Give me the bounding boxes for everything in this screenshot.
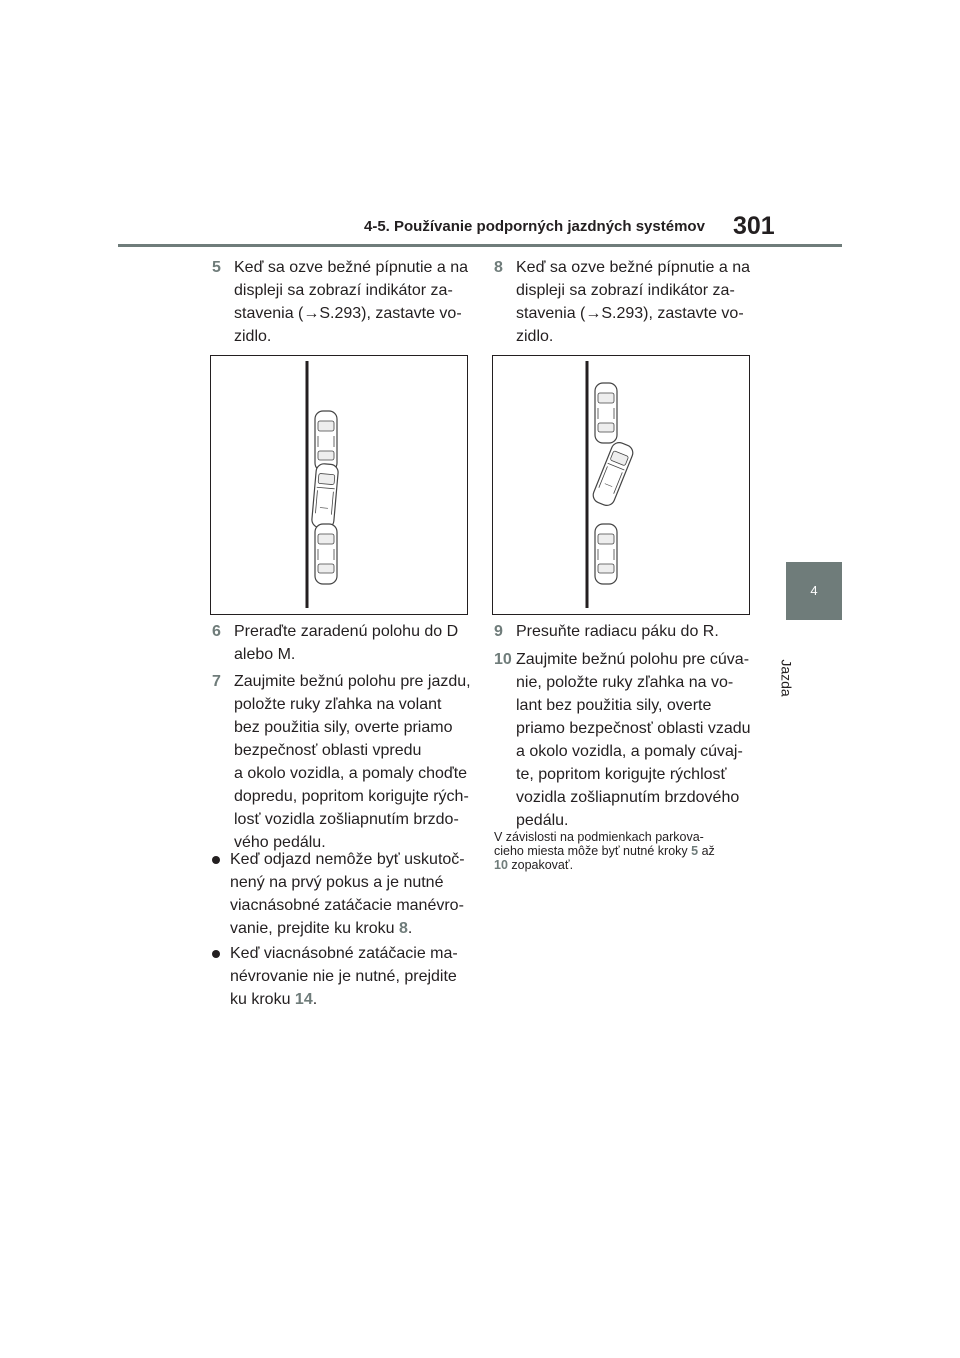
step-line: bezpečnosť oblasti vpredu (234, 742, 422, 759)
section-title: 4-5. Používanie podporných jazdných systémov (364, 218, 705, 235)
bullet-end: . (312, 991, 318, 1008)
step-reference: 10 (494, 858, 508, 872)
chapter-tab: 4 (786, 562, 842, 620)
step-line: Zaujmite bežnú polohu pre cúva- (516, 651, 750, 668)
step-line: lant bez použitia sily, overte (516, 697, 712, 714)
parking-diagram (493, 356, 749, 614)
repeat-note (494, 830, 764, 872)
step-line: Presuňte radiacu páku do R. (516, 623, 719, 640)
car-icon (591, 440, 635, 508)
step-line: dopredu, popritom korigujte rých- (234, 788, 469, 805)
bullet-line: viacnásobné zatáčacie manévro- (230, 897, 464, 914)
note-line: V závislosti na podmienkach parkova- (494, 830, 704, 844)
step-line: alebo M. (234, 646, 296, 663)
page-number: 301 (733, 212, 775, 240)
bullet-line: ku kroku (230, 991, 295, 1008)
bullet-line: nený na prvý pokus a je nutné (230, 874, 444, 891)
step-line: priamo bezpečnosť oblasti vzadu (516, 720, 751, 737)
step-line: vozidla zošliapnutím brzdového (516, 789, 740, 806)
step-line: Keď sa ozve bežné pípnutie a na (516, 259, 750, 276)
step-number: 6 (212, 623, 221, 640)
step-line: te, popritom korigujte rýchlosť (516, 766, 727, 783)
step-line: stavenia (→S.293), zastavte vo- (516, 305, 744, 322)
bullet-line: Keď viacnásobné zatáčacie ma- (230, 945, 458, 962)
step-number: 7 (212, 673, 221, 690)
step-line: a okolo vozidla, a pomaly choďte (234, 765, 468, 782)
bullet-line: vanie, prejdite ku kroku (230, 920, 399, 937)
step-number: 8 (494, 259, 503, 276)
bullet-dot (212, 950, 220, 958)
step-number: 5 (212, 259, 221, 276)
step-line: stavenia (→S.293), zastavte vo- (234, 305, 462, 322)
step-reference: 8 (398, 920, 408, 937)
chapter-side-label (778, 650, 806, 710)
step-line: bez použitia sily, overte priamo (234, 719, 453, 736)
car-icon (595, 524, 617, 584)
step-line: nie, položte ruky zľahka na vo- (516, 674, 734, 691)
car-icon (311, 463, 338, 529)
step-line: pedálu. (516, 812, 569, 829)
bullet-line: Keď odjazd nemôže byť uskutoč- (230, 851, 465, 868)
step-line: Keď sa ozve bežné pípnutie a na (234, 259, 468, 276)
step-line: položte ruky zľahka na volant (234, 696, 442, 713)
parking-diagram (211, 356, 467, 614)
note-line: až (698, 844, 715, 858)
figure-parked-car-angled (492, 355, 750, 615)
car-icon (595, 383, 617, 443)
step-reference: 14 (294, 991, 313, 1008)
step-line: Preraďte zaradenú polohu do D (234, 623, 459, 640)
step-number: 10 (494, 651, 512, 668)
step-line: zidlo. (516, 328, 554, 345)
step-number: 9 (494, 623, 503, 640)
figure-parked-car-start (210, 355, 468, 615)
bullet-end: . (407, 920, 413, 937)
step-line: zidlo. (234, 328, 272, 345)
note-line: cieho miesta môže byť nutné kroky (494, 844, 692, 858)
step-line: losť vozidla zošliapnutím brzdo- (234, 811, 459, 828)
step-line: Zaujmite bežnú polohu pre jazdu, (234, 673, 471, 690)
step-line: vého pedálu. (234, 834, 326, 851)
note-line: zopakovať. (507, 858, 574, 872)
chapter-name: Jazda (778, 659, 795, 697)
step-line: displeji sa zobrazí indikátor za- (234, 282, 453, 299)
step-line: a okolo vozidla, a pomaly cúvaj- (516, 743, 743, 760)
step-reference: 5 (691, 844, 699, 858)
bullet-line: névrovanie nie je nutné, prejdite (230, 968, 457, 985)
step-line: displeji sa zobrazí indikátor za- (516, 282, 735, 299)
car-icon (315, 411, 337, 471)
car-icon (315, 524, 337, 584)
header-rule (118, 244, 842, 247)
bullet-dot (212, 856, 220, 864)
